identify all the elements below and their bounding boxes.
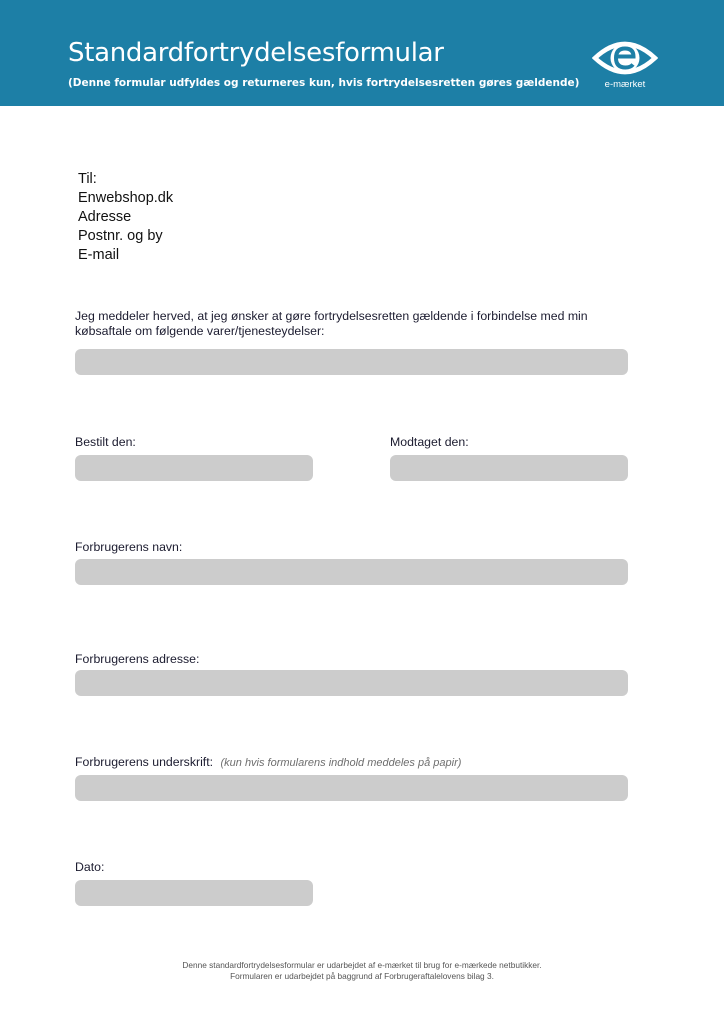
recipient-to-label: Til:	[78, 171, 97, 187]
e-maerket-eye-logo-icon	[592, 38, 658, 78]
logo-text: e-mærket	[604, 79, 646, 90]
ordered-date-label: Bestilt den:	[75, 435, 136, 449]
withdrawal-statement: Jeg meddeler herved, at jeg ønsker at gøre fortrydelsesretten gældende i forbindelse med min købsaftale om følgende varer/tjenesteydelser:	[75, 309, 588, 338]
consumer-signature-label: Forbrugerens underskrift:	[75, 755, 214, 769]
e-maerket-logo	[590, 38, 660, 94]
recipient-shop-name: Enwebshop.dk	[78, 190, 174, 206]
header-banner	[0, 0, 724, 106]
recipient-block	[78, 170, 173, 265]
goods-services-field[interactable]	[75, 349, 628, 375]
recipient-postcode-city: Postnr. og by	[78, 228, 163, 244]
footer-line-2: Formularen er udarbejdet på baggrund af Forbrugeraftalelovens bilag 3.	[230, 971, 494, 981]
page-title: Standardfortrydelsesformular	[68, 38, 444, 68]
recipient-email: E-mail	[78, 247, 120, 263]
footer-note	[0, 960, 724, 982]
ordered-date-field[interactable]	[75, 455, 313, 481]
consumer-name-label: Forbrugerens navn:	[75, 540, 183, 554]
received-date-field[interactable]	[390, 455, 628, 481]
date-field[interactable]	[75, 880, 313, 906]
consumer-address-label: Forbrugerens adresse:	[75, 652, 200, 666]
date-label: Dato:	[75, 860, 105, 874]
recipient-address: Adresse	[78, 209, 132, 225]
consumer-signature-field[interactable]	[75, 775, 628, 801]
page-subtitle: (Denne formular udfyldes og returneres kun, hvis fortrydelsesretten gøres gældende)	[68, 77, 580, 89]
consumer-signature-label-row	[75, 755, 461, 769]
consumer-name-field[interactable]	[75, 559, 628, 585]
received-date-label: Modtaget den:	[390, 435, 469, 449]
consumer-address-field[interactable]	[75, 670, 628, 696]
footer-line-1: Denne standardfortrydelsesformular er udarbejdet af e-mærket til brug for e-mærkede netbutikker.	[182, 960, 542, 970]
signature-hint: (kun hvis formularens indhold meddeles på papir)	[220, 757, 462, 769]
